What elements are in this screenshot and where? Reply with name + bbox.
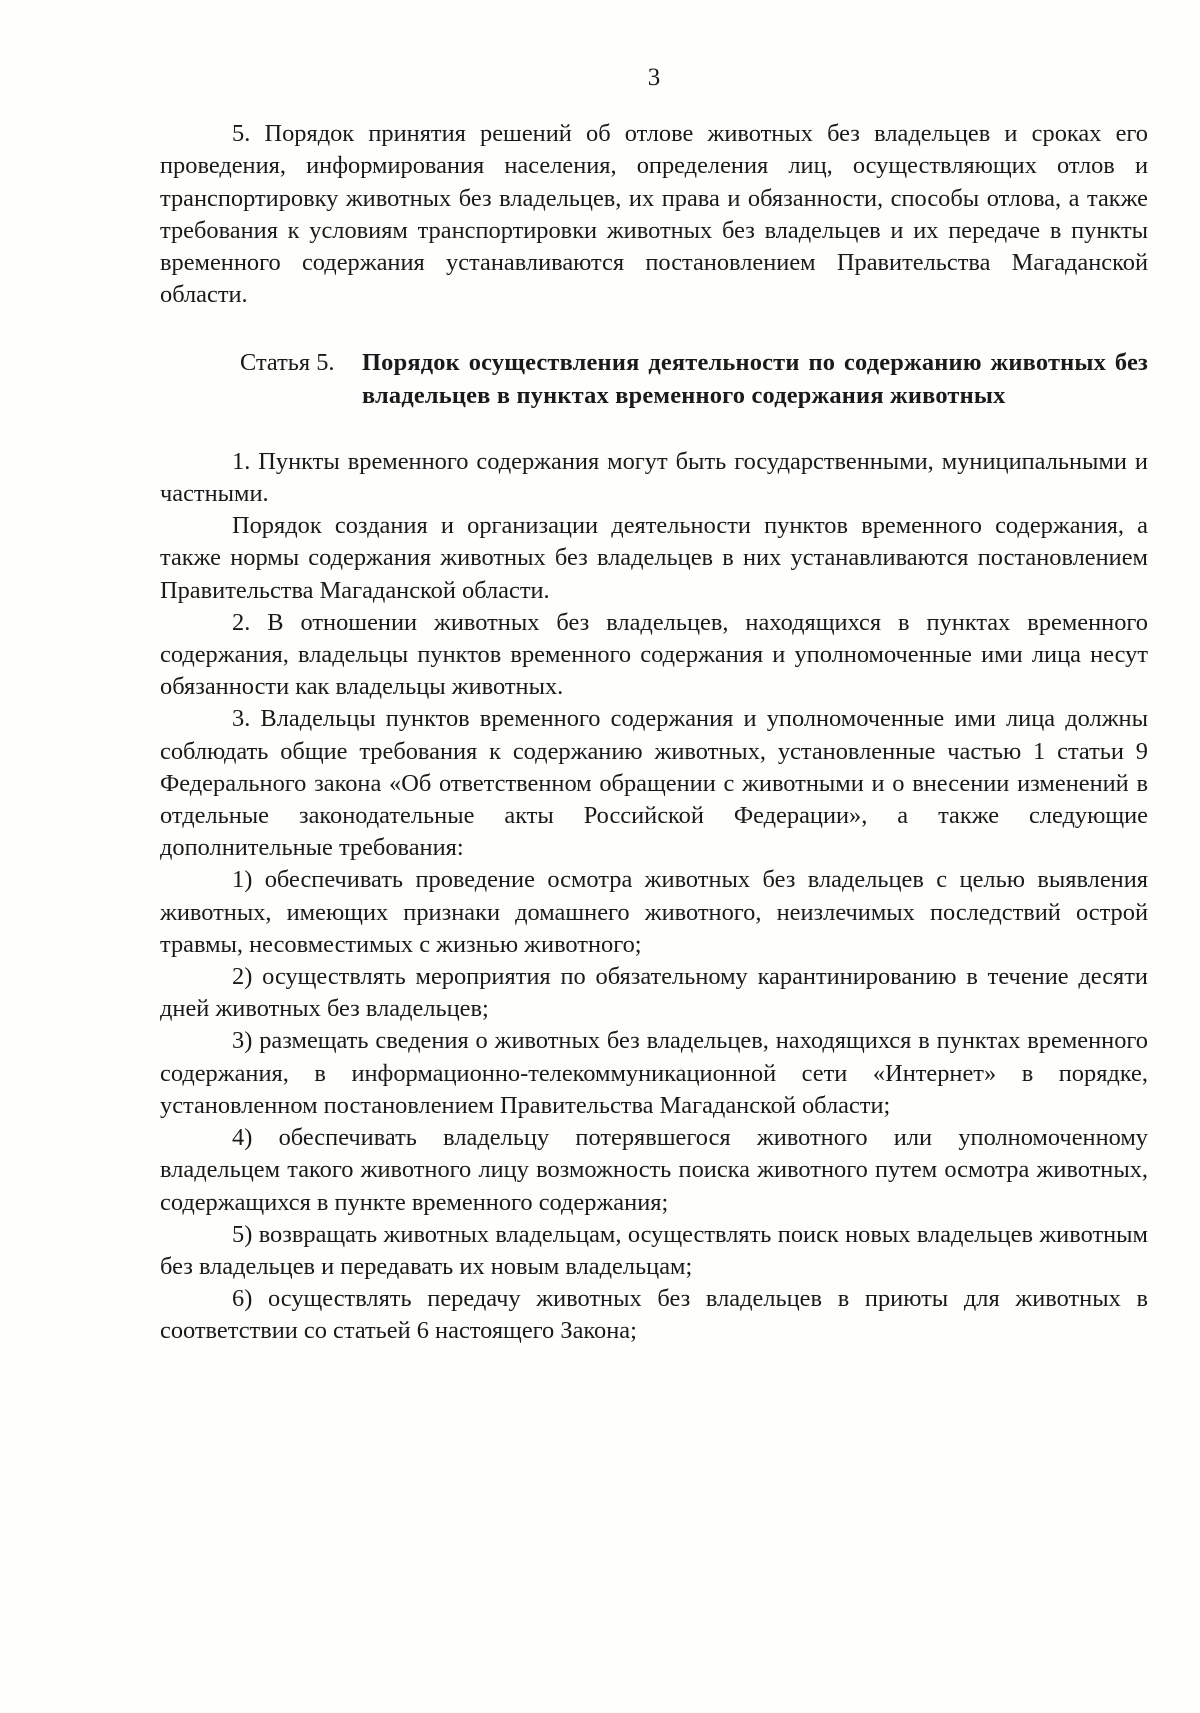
paragraph-1-continued: Порядок создания и организации деятельности пунктов временного содержания, а также нормы содержания животных без владельцев в них устанавливаются постановлением Правительства Магаданской области. (160, 512, 1148, 604)
list-item-5: 5) возвращать животных владельцам, осуществлять поиск новых владельцев животным без владельцев и передавать их новым владельцам; (160, 1220, 1148, 1280)
article-title: Порядок осуществления деятельности по содержанию животных без владельцев в пунктах временного содержания животных (362, 349, 1148, 409)
list-item-6: 6) осуществлять передачу животных без владельцев в приюты для животных в соответствии со статьей 6 настоящего Закона; (160, 1285, 1148, 1345)
list-item-3: 3) размещать сведения о животных без владельцев, находящихся в пунктах временного содержания, в информационно-телекоммуникационной сети «Интернет» в порядке, установленном постановлением Правительства Магаданской области; (160, 1027, 1148, 1119)
paragraph-intro-5: 5. Порядок принятия решений об отлове животных без владельцев и сроках его проведения, информирования населения, определения лиц, осуществляющих отлов и транспортировку животных без владельцев, их права и обязанности, способы отлова, а также требования к условиям транспортировки животных без владельцев и их передаче в пункты временного содержания устанавливаются постановлением Правительства Магаданской области. (160, 120, 1148, 309)
paragraph-2: 2. В отношении животных без владельцев, находящихся в пунктах временного содержания, владельцы пунктов временного содержания и уполномоченные ими лица несут обязанности как владельцы животных. (160, 608, 1148, 701)
paragraph-3: 3. Владельцы пунктов временного содержания и уполномоченные ими лица должны соблюдать общие требования к содержанию животных, установленные частью 1 статьи 9 Федерального закона «Об ответственном обращении с животными и о внесении изменений в отдельные законодательные акты Российской Федерации», а также следующие дополнительные требования: (160, 705, 1148, 862)
document-body (160, 62, 1148, 1348)
list-item-4: 4) обеспечивать владельцу потерявшегося животного или уполномоченному владельцем такого животного лицу возможность поиска животного путем осмотра животных, содержащихся в пункте временного содержания; (160, 1124, 1148, 1216)
page-number: 3 (647, 64, 661, 91)
article-heading (240, 347, 1148, 411)
paragraph-1: 1. Пункты временного содержания могут быть государственными, муниципальными и частными. (160, 447, 1148, 508)
list-item-2: 2) осуществлять мероприятия по обязательному карантинированию в течение десяти дней животных без владельцев; (160, 963, 1148, 1023)
article-label: Статья 5. (240, 349, 335, 377)
list-item-1: 1) обеспечивать проведение осмотра животных без владельцев с целью выявления животных, имеющих признаки домашнего животного, неизлечимых последствий острой травмы, несовместимых с жизнью животного; (160, 866, 1148, 958)
